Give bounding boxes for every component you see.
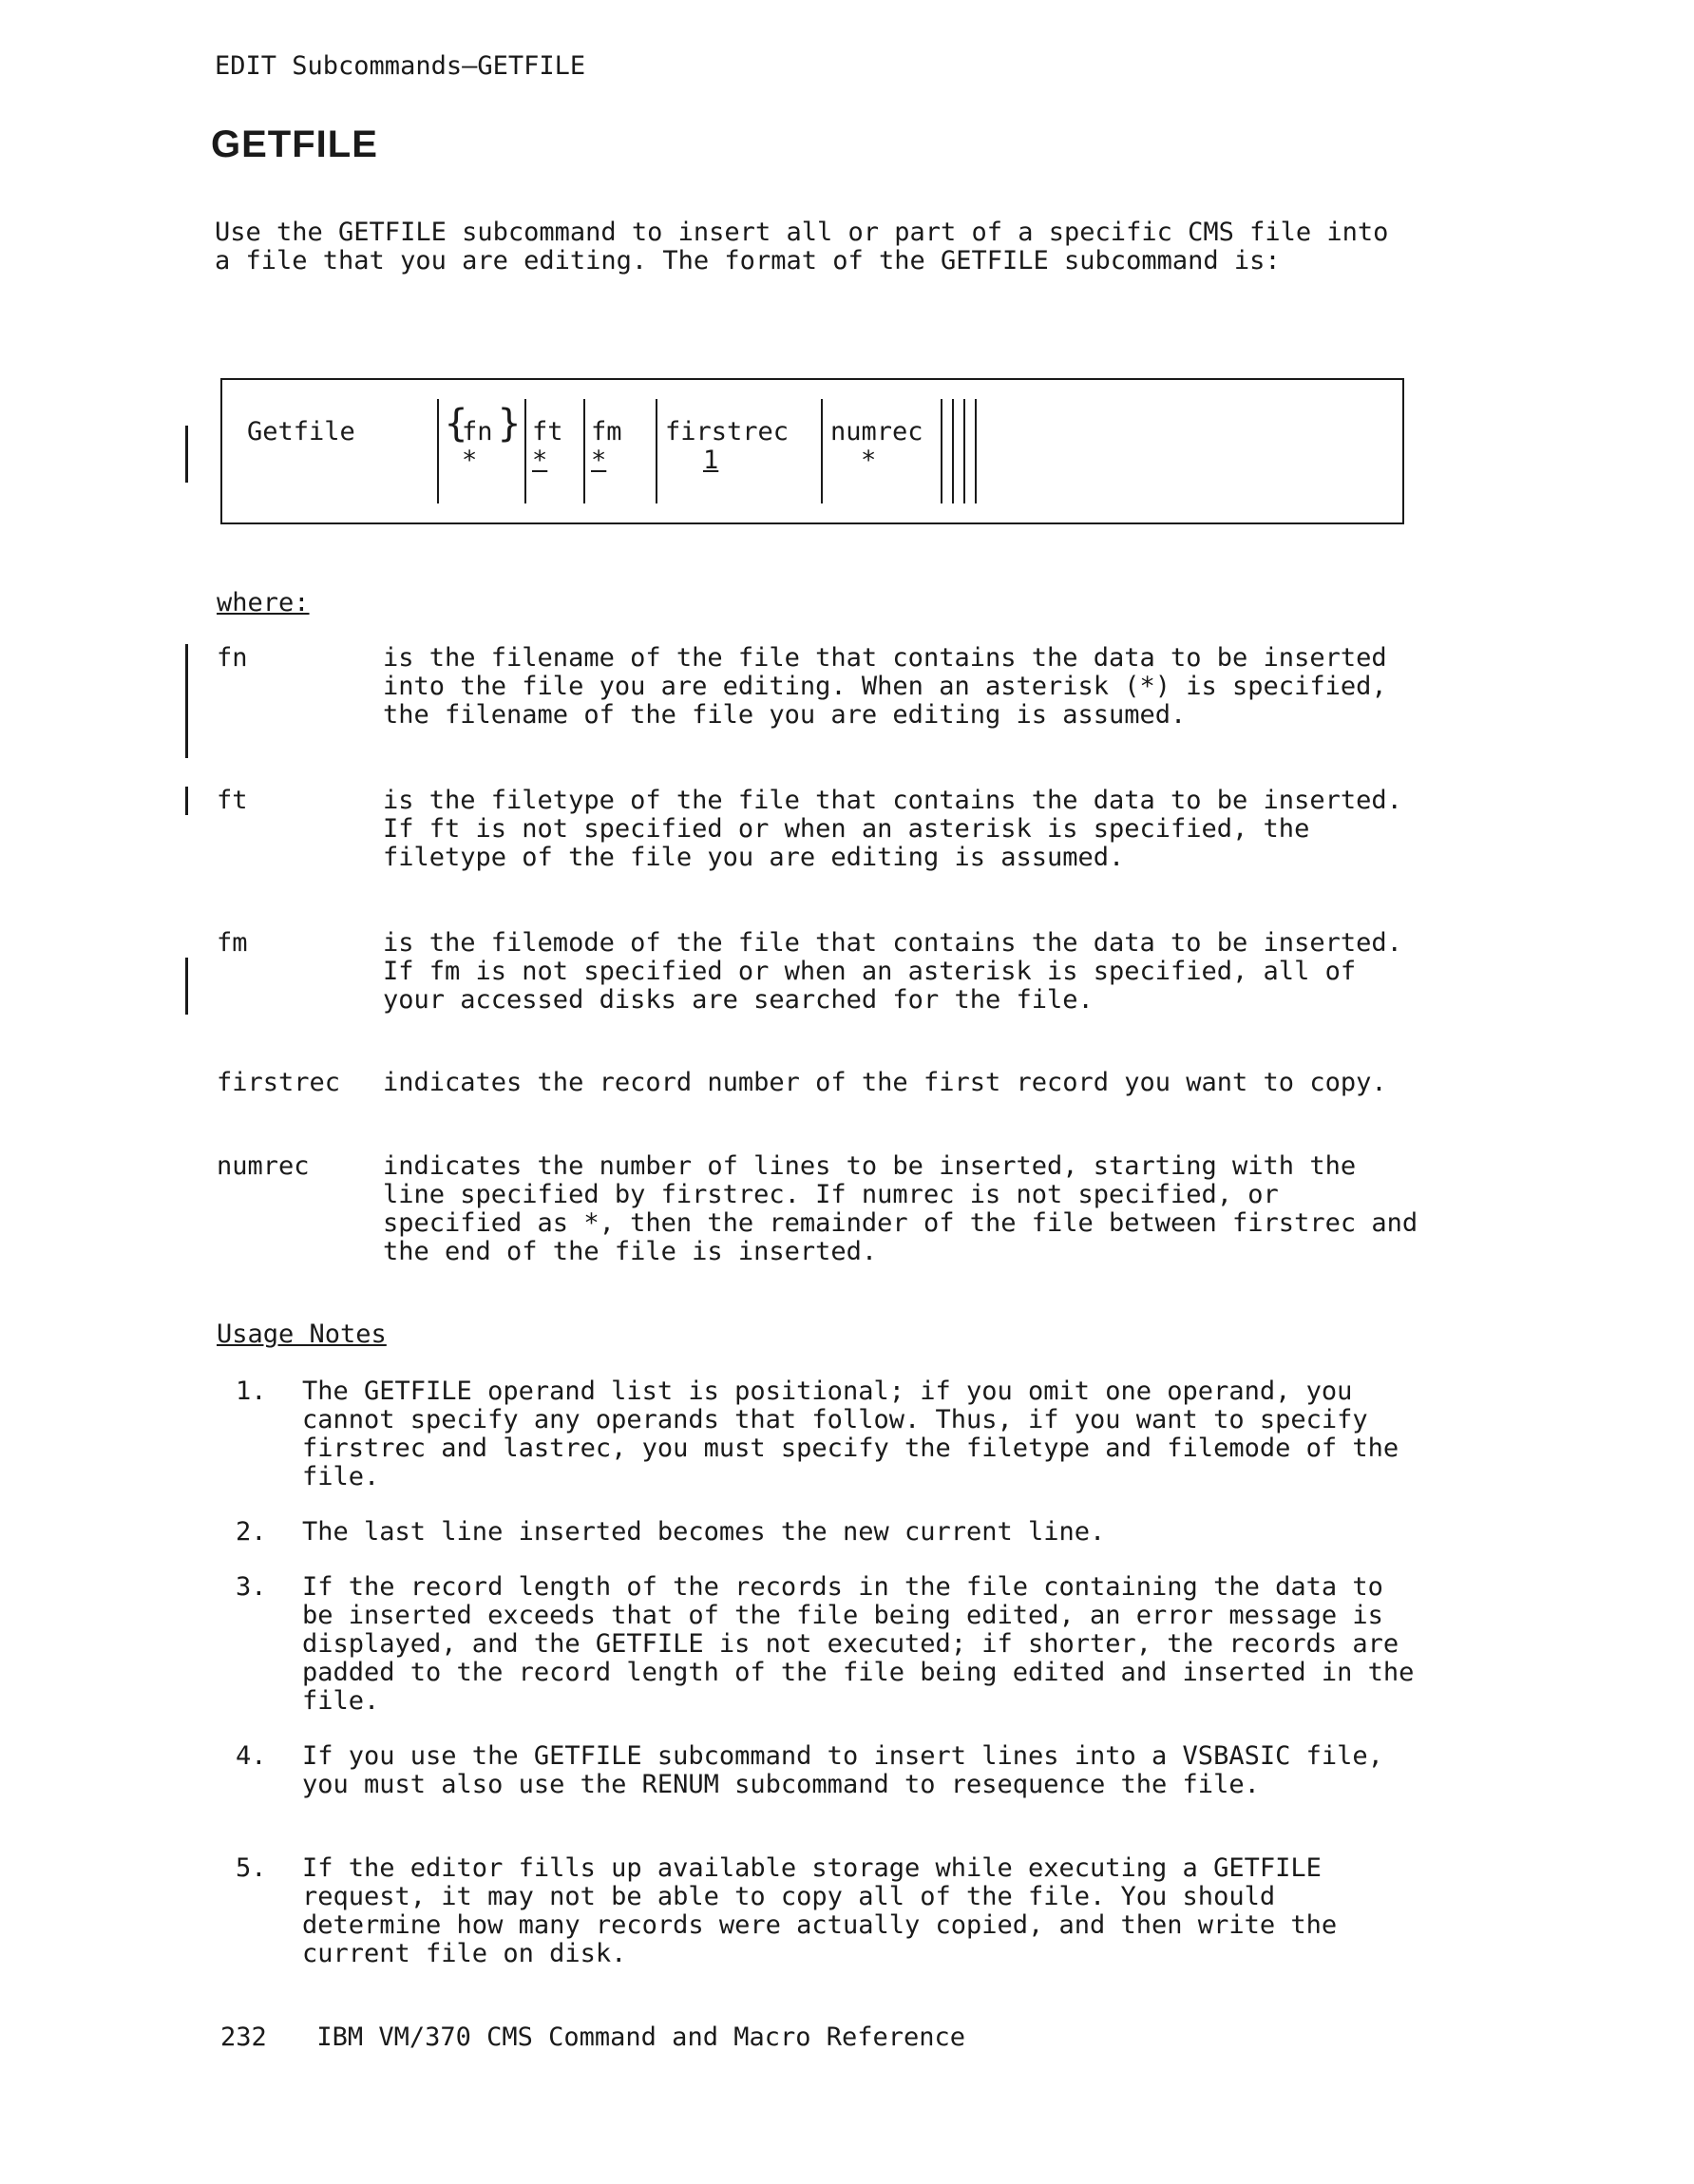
syntax-fn: fn: [462, 417, 493, 446]
revision-bar: [185, 426, 188, 483]
operand-term-fm: fm: [217, 928, 248, 958]
running-head: EDIT Subcommands—GETFILE: [215, 51, 586, 81]
bracket-ft-icon: [524, 399, 526, 503]
note-number: 4.: [236, 1741, 267, 1771]
intro-paragraph: Use the GETFILE subcommand to insert all or part of a specific CMS file into a file that you are editing. The format of the GETFILE subcommand is:: [215, 218, 1389, 275]
syntax-separator: [437, 399, 439, 503]
syntax-firstrec-default: 1: [703, 446, 719, 475]
bracket-close-icon: [952, 399, 954, 503]
note-text: If the record length of the records in the file containing the data to be inserted exceeds that of the file being edited, an error message is displayed, and the GETFILE is not executed; if shorter, the records are padded to the record length of the file being edited and inserted in the file.: [302, 1572, 1415, 1716]
page-number: 232: [220, 2023, 267, 2052]
note-text: If you use the GETFILE subcommand to insert lines into a VSBASIC file, you must also use the RENUM subcommand to resequence the file.: [302, 1741, 1383, 1799]
note-number: 5.: [236, 1853, 267, 1883]
operand-term-numrec: numrec: [217, 1151, 310, 1181]
operand-desc-firstrec: indicates the record number of the first record you want to copy.: [383, 1068, 1387, 1097]
note-number: 2.: [236, 1517, 267, 1547]
note-number: 1.: [236, 1377, 267, 1406]
operand-term-firstrec: firstrec: [217, 1068, 341, 1097]
revision-bar: [185, 958, 188, 1015]
operand-desc-numrec: indicates the number of lines to be inserted, starting with the line specified by firstrec. If numrec is not specified, or specified as *, then the remainder of the file between firstrec and the end of the file is inserted.: [383, 1151, 1418, 1266]
syntax-box: [220, 378, 1404, 524]
syntax-fm-default: *: [591, 446, 607, 475]
bracket-numrec-icon: [821, 399, 823, 503]
page-title: GETFILE: [211, 123, 378, 165]
book-title: IBM VM/370 CMS Command and Macro Reference: [316, 2023, 966, 2052]
operand-term-fn: fn: [217, 643, 248, 673]
operand-desc-fm: is the filemode of the file that contains the data to be inserted. If fm is not specified or when an asterisk is specified, all of your accessed disks are searched for the file.: [383, 928, 1402, 1015]
revision-bar: [185, 787, 188, 815]
usage-notes-heading: Usage Notes: [217, 1320, 387, 1349]
bracket-fm-icon: [583, 399, 585, 503]
revision-bar: [185, 644, 188, 758]
syntax-numrec-default: *: [861, 446, 877, 475]
syntax-firstrec: firstrec: [665, 417, 790, 446]
bracket-close-icon: [963, 399, 965, 503]
syntax-command: Getfile: [247, 417, 355, 446]
operand-desc-ft: is the filetype of the file that contains the data to be inserted. If ft is not specified or when an asterisk is specified, the filetype of the file you are editing is assumed.: [383, 786, 1402, 872]
note-number: 3.: [236, 1572, 267, 1602]
syntax-ft-default: *: [532, 446, 548, 475]
bracket-firstrec-icon: [656, 399, 657, 503]
brace-right-icon: }: [498, 402, 522, 446]
syntax-numrec: numrec: [830, 417, 923, 446]
brace-left-icon: {: [445, 402, 468, 446]
syntax-fn-default: *: [462, 446, 478, 475]
where-label: where:: [217, 588, 310, 617]
note-text: The last line inserted becomes the new current line.: [302, 1517, 1106, 1547]
bracket-close-icon: [941, 399, 942, 503]
note-text: If the editor fills up available storage while executing a GETFILE request, it may not be able to copy all of the file. You should determine how many records were actually copied, and then write the current file on disk.: [302, 1853, 1338, 1968]
syntax-ft: ft: [532, 417, 563, 446]
syntax-fm: fm: [591, 417, 622, 446]
bracket-close-icon: [975, 399, 977, 503]
operand-desc-fn: is the filename of the file that contains the data to be inserted into the file you are editing. When an asterisk (*) is specified, the filename of the file you are editing is assumed.: [383, 643, 1387, 730]
page-footer: [220, 2023, 965, 2052]
note-text: The GETFILE operand list is positional; if you omit one operand, you cannot specify any operands that follow. Thus, if you want to specify firstrec and lastrec, you must specify the filetype and filemode of the file.: [302, 1377, 1399, 1491]
operand-term-ft: ft: [217, 786, 248, 815]
